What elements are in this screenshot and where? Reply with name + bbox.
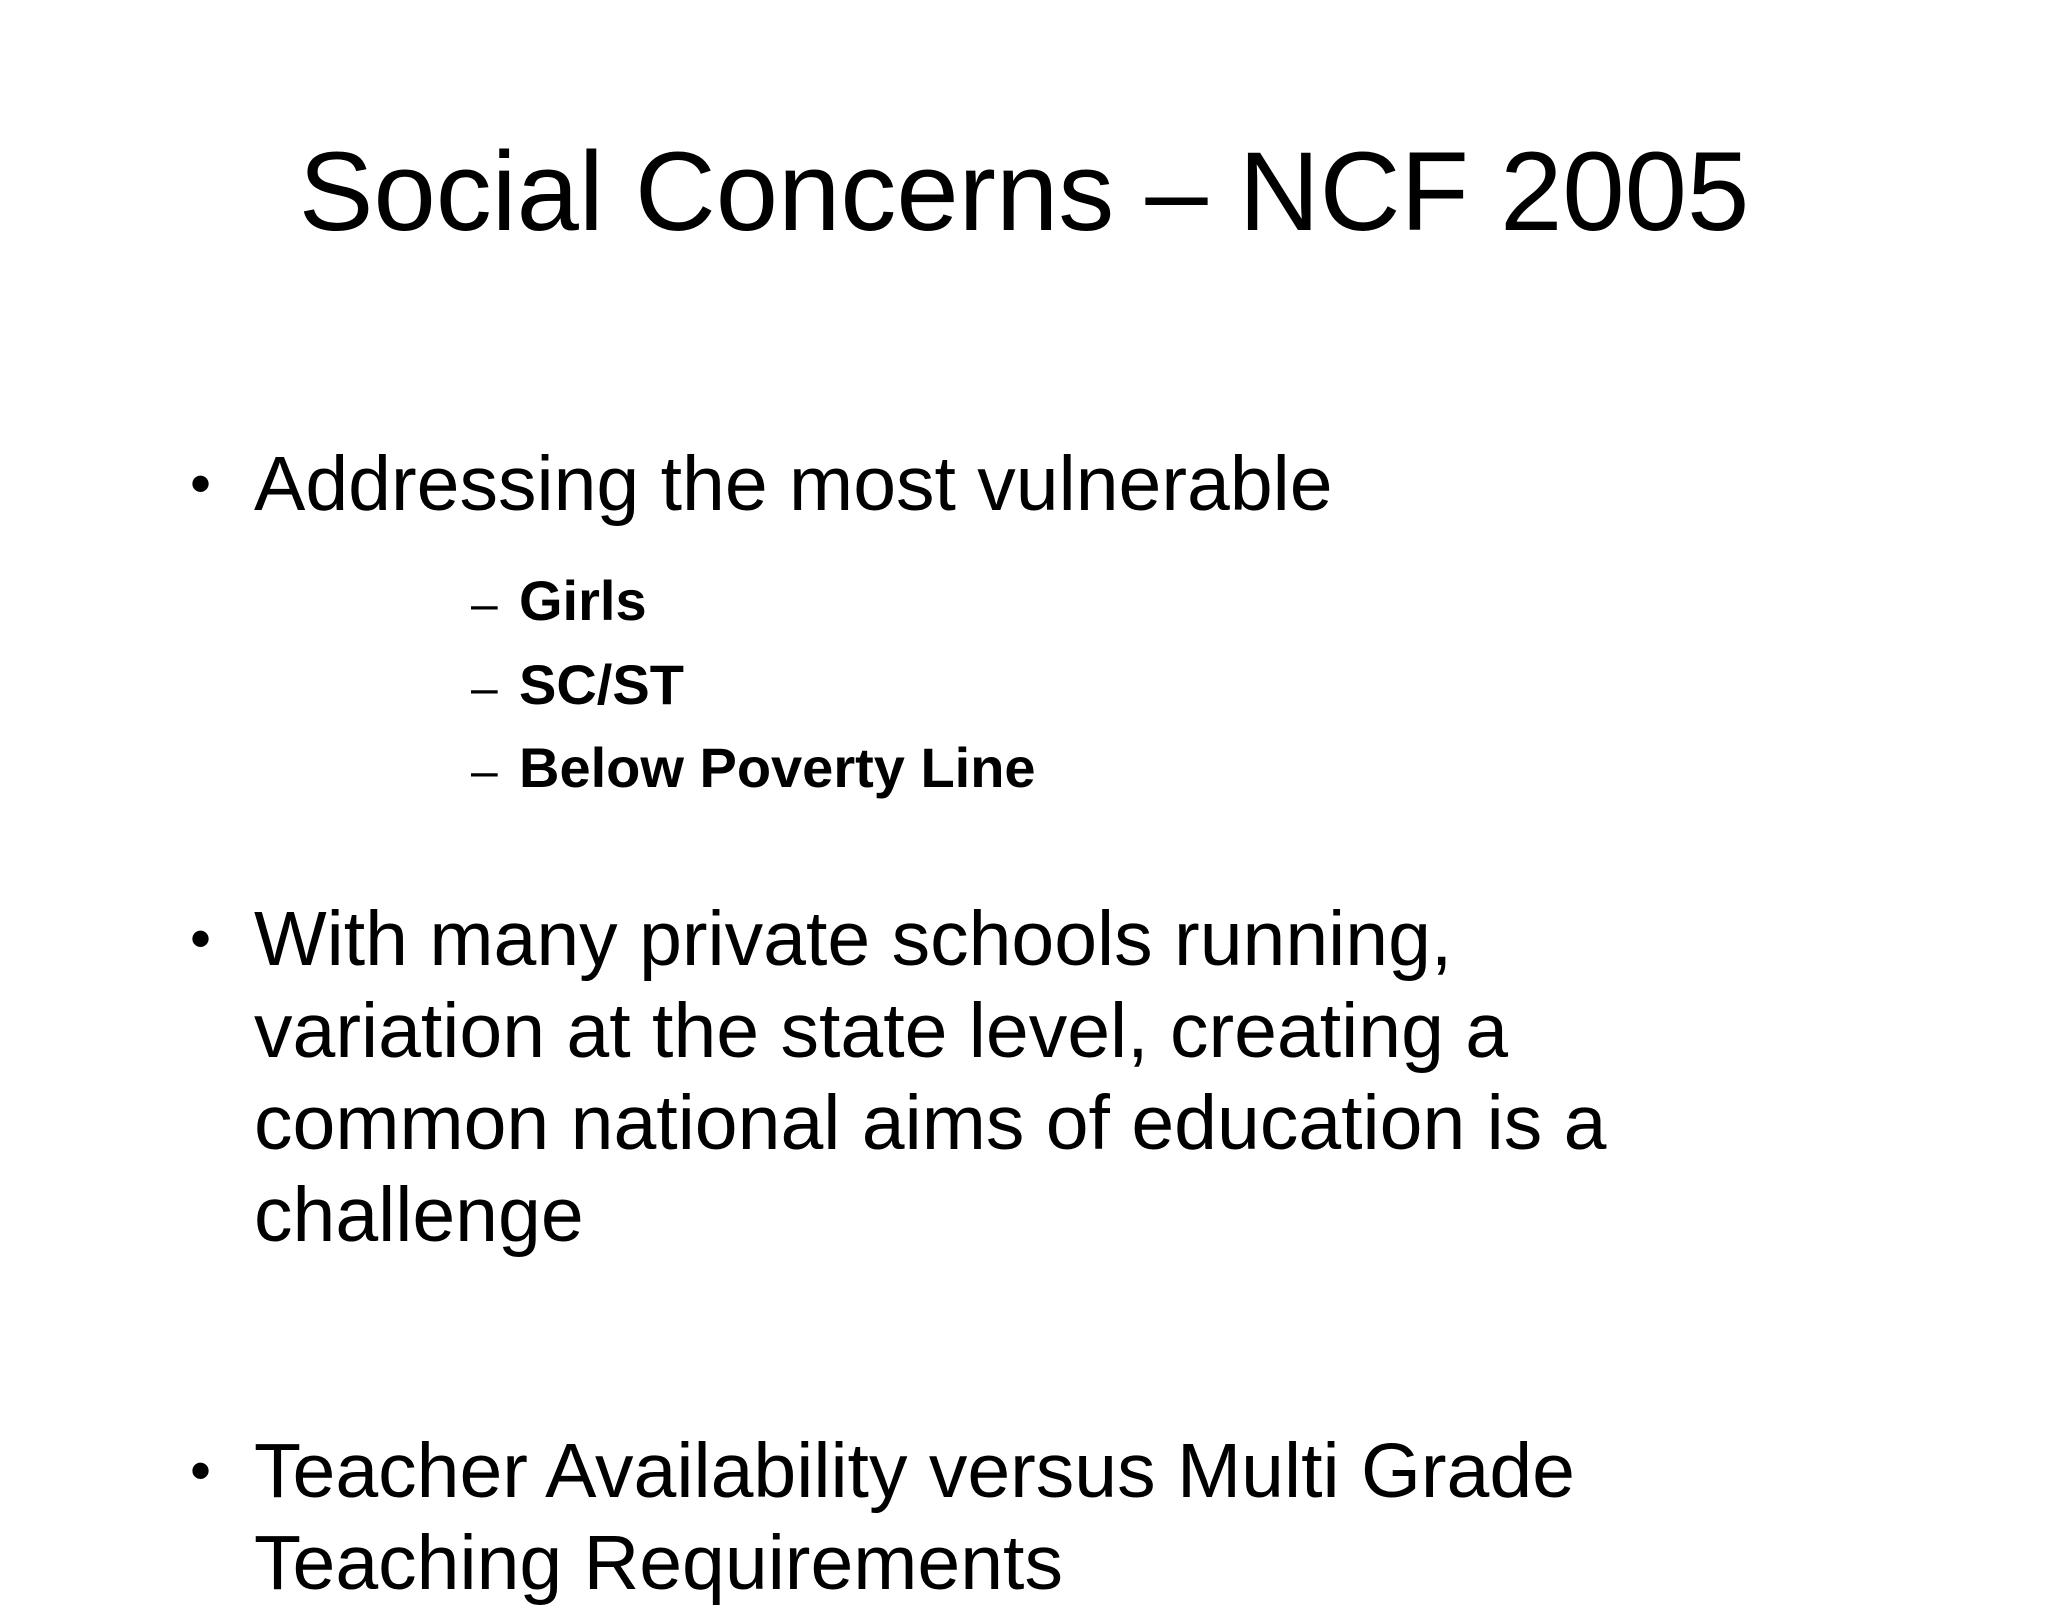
bullet-text-line: common national aims of education is a [254, 1080, 1607, 1166]
sub-item [471, 650, 684, 724]
sub-item-text: SC/ST [519, 653, 684, 716]
bullet-text-line: Teaching Requirements [254, 1520, 1063, 1606]
sub-item-text: Girls [519, 569, 647, 632]
sub-item-marker: – [471, 578, 498, 631]
bullet-text-line: challenge [254, 1172, 584, 1258]
bullet-text [254, 1425, 1954, 1609]
sub-item-marker: – [471, 662, 498, 715]
sub-item [471, 733, 1036, 807]
bullet-marker: • [190, 450, 212, 517]
bullet-text-line: variation at the state level, creating a [254, 988, 1509, 1074]
bullet-marker: • [190, 1437, 212, 1504]
bullet-text: Addressing the most vulnerable [254, 441, 1333, 527]
sub-item [471, 566, 647, 640]
bullet-text [254, 893, 1954, 1261]
sub-item-text: Below Poverty Line [519, 736, 1036, 799]
bullet-text-line: With many private schools running, [254, 896, 1453, 982]
bullet-text-line: Teacher Availability versus Multi Grade [254, 1428, 1575, 1514]
bullet-marker: • [190, 905, 212, 972]
sub-item-marker: – [471, 745, 498, 798]
slide-title: Social Concerns – NCF 2005 [298, 129, 1750, 254]
